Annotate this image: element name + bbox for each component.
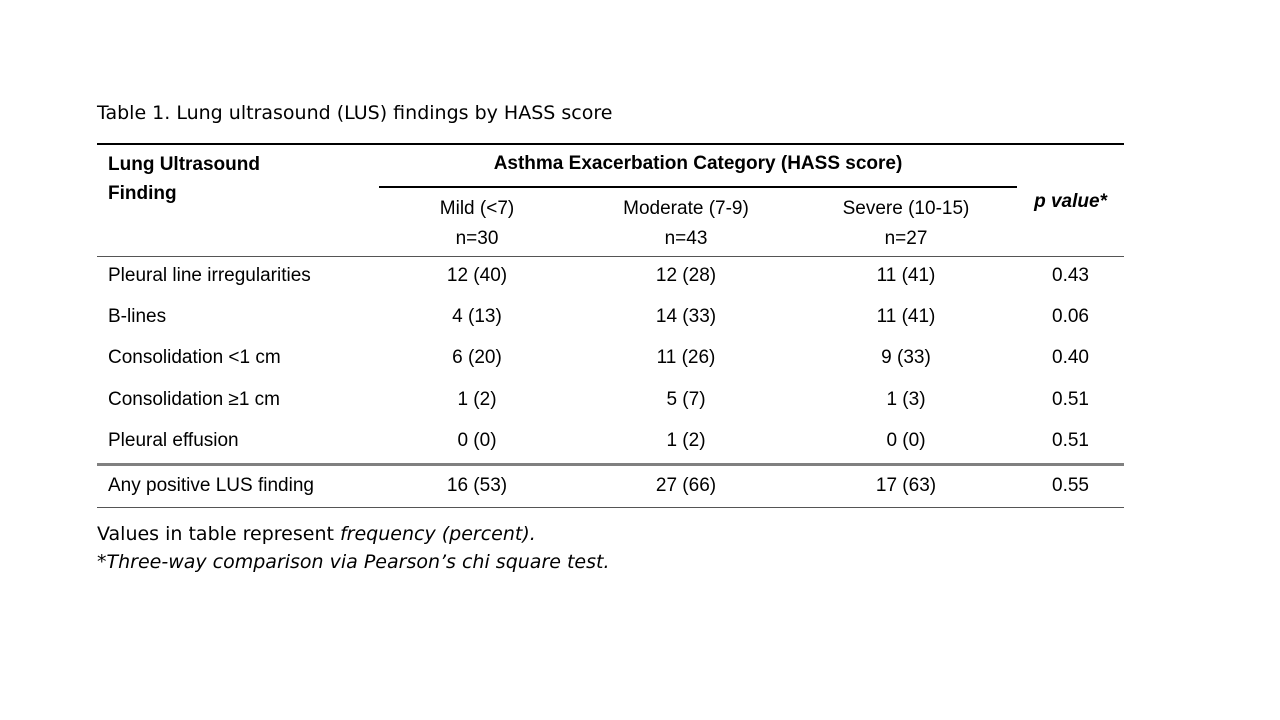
total-row-severe-value: 17 (63)	[875, 475, 937, 496]
row-moderate-value: 14 (33)	[655, 306, 717, 327]
row-p-value: 0.43	[1052, 265, 1089, 286]
row-finding: Pleural line irregularities	[108, 265, 311, 286]
row-finding: Pleural effusion	[108, 430, 239, 451]
row-severe-value: 9 (33)	[881, 347, 931, 368]
header-bottom-rule	[97, 256, 1124, 257]
header-col-severe-n: n=27	[884, 228, 928, 249]
row-mild-value: 1 (2)	[457, 389, 497, 410]
header-group-title: Asthma Exacerbation Category (HASS score)	[493, 153, 903, 174]
total-separator-rule	[97, 463, 1124, 466]
row-p-value: 0.51	[1052, 430, 1089, 451]
row-mild-value: 12 (40)	[446, 265, 508, 286]
row-mild-value: 6 (20)	[452, 347, 502, 368]
row-p-value: 0.40	[1052, 347, 1089, 368]
row-moderate-value: 11 (26)	[656, 347, 716, 368]
row-severe-value: 1 (3)	[886, 389, 926, 410]
row-p-value: 0.06	[1052, 306, 1089, 327]
table-bottom-rule	[97, 507, 1124, 508]
header-col-mild-label: Mild (<7)	[439, 198, 515, 219]
header-col-severe-label: Severe (10-15)	[842, 198, 970, 219]
total-row-moderate-value: 27 (66)	[655, 475, 717, 496]
row-mild-value: 4 (13)	[452, 306, 502, 327]
header-col-moderate-label: Moderate (7-9)	[623, 198, 749, 219]
row-moderate-value: 12 (28)	[655, 265, 717, 286]
header-finding-line1: Lung Ultrasound	[108, 154, 260, 175]
row-p-value: 0.51	[1052, 389, 1089, 410]
note-values-prefix: Values in table represent	[97, 523, 340, 545]
row-severe-value: 0 (0)	[886, 430, 926, 451]
total-row-mild-value: 16 (53)	[446, 475, 508, 496]
row-mild-value: 0 (0)	[457, 430, 497, 451]
total-row-p-value: 0.55	[1052, 475, 1089, 496]
table-note-footnote: *Three-way comparison via Pearson’s chi square test.	[97, 551, 610, 573]
table-top-rule	[97, 143, 1124, 145]
row-finding: B-lines	[108, 306, 167, 327]
row-finding: Consolidation <1 cm	[108, 347, 281, 368]
header-p-value: p value*	[1034, 191, 1107, 212]
header-finding-line2: Finding	[108, 183, 177, 204]
table-note-values	[97, 523, 536, 545]
note-values-italic: frequency (percent).	[339, 523, 536, 545]
row-moderate-value: 1 (2)	[666, 430, 706, 451]
row-severe-value: 11 (41)	[876, 265, 936, 286]
row-moderate-value: 5 (7)	[666, 389, 706, 410]
total-row-finding: Any positive LUS finding	[108, 475, 314, 496]
header-col-mild-n: n=30	[455, 228, 499, 249]
row-severe-value: 11 (41)	[876, 306, 936, 327]
group-header-rule	[379, 186, 1017, 188]
header-col-moderate-n: n=43	[664, 228, 708, 249]
table-caption: Table 1. Lung ultrasound (LUS) findings by HASS score	[97, 102, 613, 124]
row-finding: Consolidation ≥1 cm	[108, 389, 281, 410]
